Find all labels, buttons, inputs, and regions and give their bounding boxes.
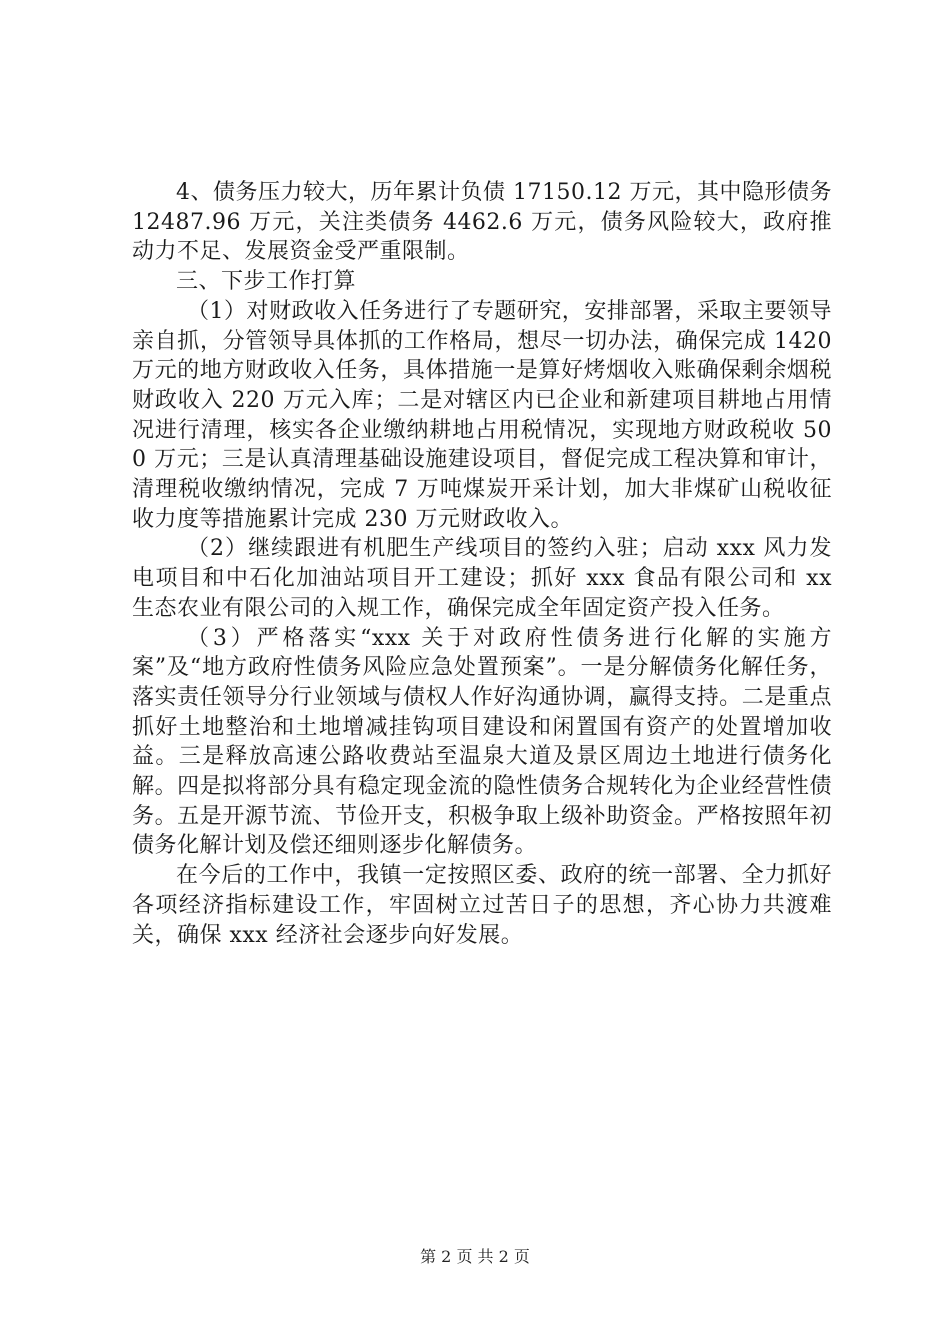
section-heading-next-steps: 三、下步工作打算 <box>176 269 357 295</box>
page-number-footer: 第 2 页 共 2 页 <box>420 1247 530 1266</box>
paragraph-projects: （2）继续跟进有机肥生产线项目的签约入驻；启动 xxx 风力发电项目和中石化加油站项目开工建设；抓好 xxx 食品有限公司和 xx 生态农业有限公司的入规工作，确保完成全年固定资产投入任务。 <box>132 536 832 621</box>
paragraph-fiscal-revenue: （1）对财政收入任务进行了专题研究，安排部署，采取主要领导亲自抓，分管领导具体抓的工作格局，想尽一切办法，确保完成 1420 万元的地方财政收入任务，具体措施一是算好烤烟收入账确保剩余烟税财政收入 220 万元入库；二是对辖区内已企业和新建项目耕地占用情况进行清理，核实各企业缴纳耕地占用税情况，实现地方财政税收 500 万元；三是认真清理基础设施建设项目，督促完成工程决算和审计，清理税收缴纳情况，完成 7 万吨煤炭开采计划，加大非煤矿山税收征收力度等措施累计完成 230 万元财政收入。 <box>132 298 832 532</box>
paragraph-debt-resolution: （3）严格落实“xxx 关于对政府性债务进行化解的实施方案”及“地方政府性债务风险应急处置预案”。一是分解债务化解任务，落实责任领导分行业领域与债权人作好沟通协调，赢得支持。二是重点抓好土地整治和土地增减挂钩项目建设和闲置国有资产的处置增加收益。三是释放高速公路收费站至温泉大道及景区周边土地进行债务化解。四是拟将部分具有稳定现金流的隐性债务合规转化为企业经营性债务。五是开源节流、节俭开支，积极争取上级补助资金。严格按照年初债务化解计划及偿还细则逐步化解债务。 <box>132 625 832 859</box>
paragraph-debt-pressure: 4、债务压力较大，历年累计负债 17150.12 万元，其中隐形债务 12487.96 万元，关注类债务 4462.6 万元，债务风险较大，政府推动力不足、发展资金受严重限制。 <box>132 180 832 265</box>
paragraph-conclusion: 在今后的工作中，我镇一定按照区委、政府的统一部署、全力抓好各项经济指标建设工作，牢固树立过苦日子的思想，齐心协力共渡难关，确保 xxx 经济社会逐步向好发展。 <box>132 863 832 948</box>
document-body <box>132 178 832 950</box>
